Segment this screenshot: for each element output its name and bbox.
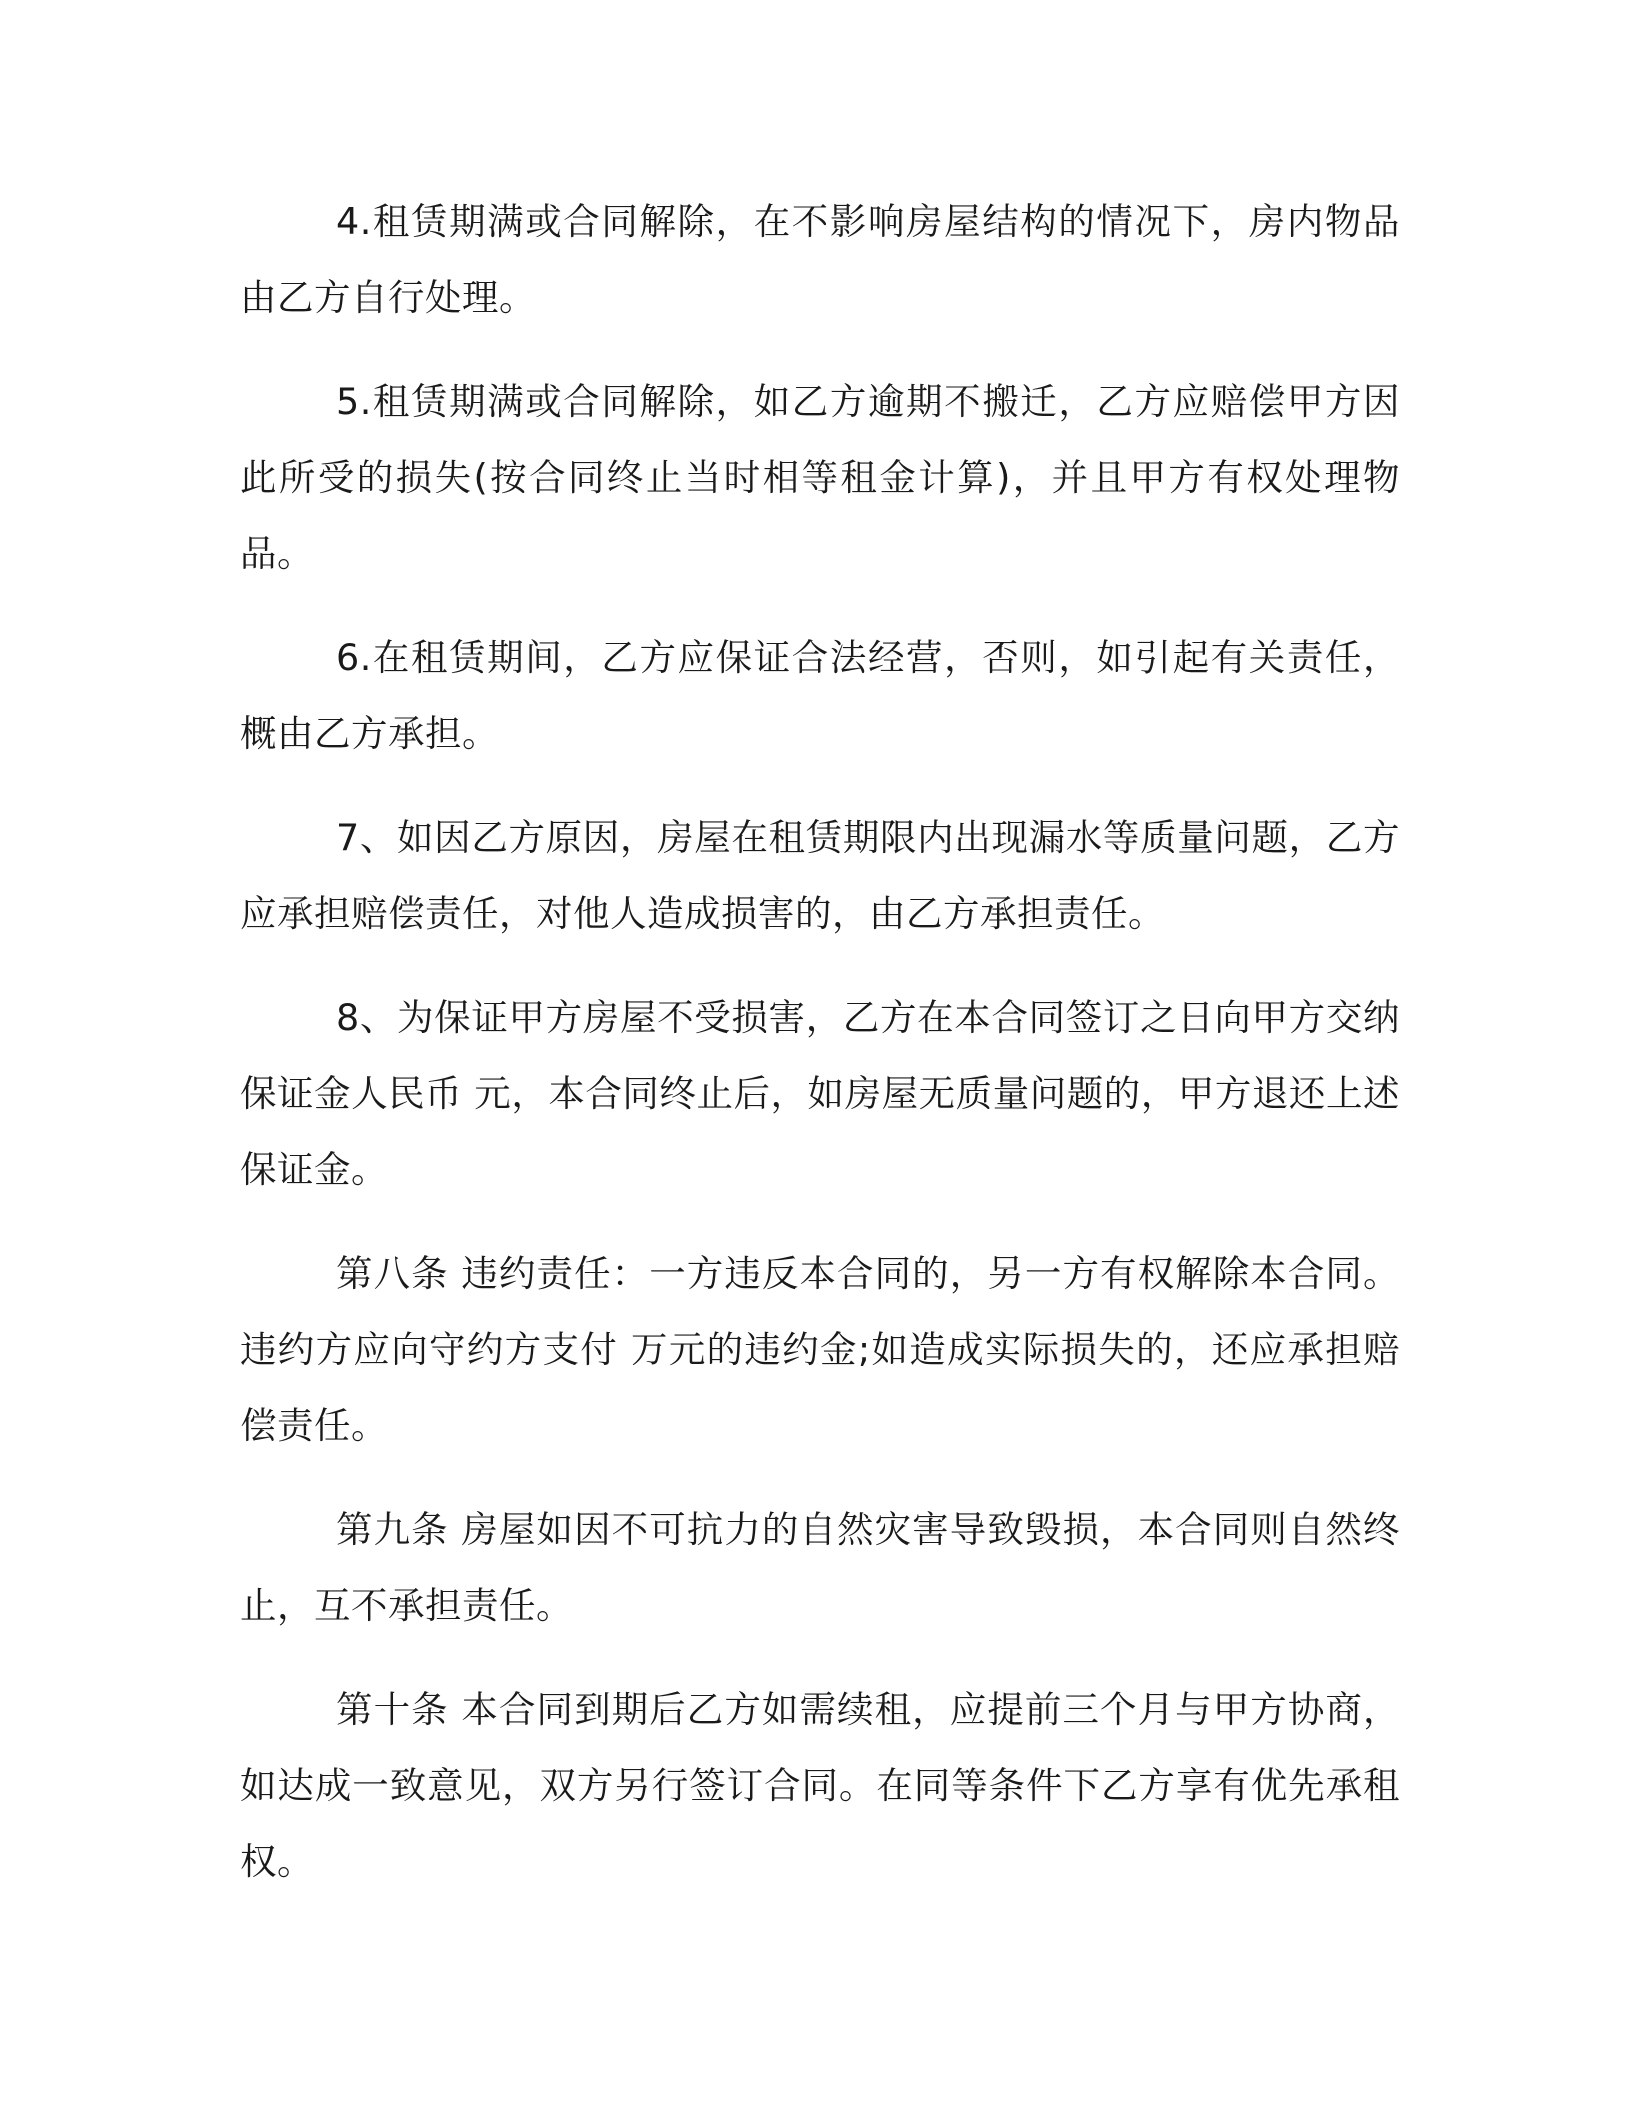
article-9-force-majeure: 第九条 房屋如因不可抗力的自然灾害导致毁损，本合同则自然终止，互不承担责任。 <box>240 1508 1400 1627</box>
clause-4-paragraph: 4.租赁期满或合同解除，在不影响房屋结构的情况下，房内物品由乙方自行处理。 <box>240 200 1400 319</box>
clause-6-paragraph: 6.在租赁期间，乙方应保证合法经营，否则，如引起有关责任，概由乙方承担。 <box>240 636 1400 755</box>
clause-7-paragraph: 7、如因乙方原因，房屋在租赁期限内出现漏水等质量问题，乙方应承担赔偿责任，对他人造成损害的，由乙方承担责任。 <box>240 816 1400 935</box>
clause-5-paragraph: 5.租赁期满或合同解除，如乙方逾期不搬迁，乙方应赔偿甲方因此所受的损失(按合同终止当时相等租金计算)，并且甲方有权处理物品。 <box>240 380 1400 575</box>
article-10-renewal: 第十条 本合同到期后乙方如需续租，应提前三个月与甲方协商，如达成一致意见，双方另行签订合同。在同等条件下乙方享有优先承租权。 <box>240 1688 1400 1883</box>
article-8-breach-liability: 第八条 违约责任：一方违反本合同的，另一方有权解除本合同。违约方应向守约方支付 万元的违约金;如造成实际损失的，还应承担赔偿责任。 <box>240 1252 1400 1447</box>
clause-8-paragraph: 8、为保证甲方房屋不受损害，乙方在本合同签订之日向甲方交纳保证金人民币 元，本合同终止后，如房屋无质量问题的，甲方退还上述保证金。 <box>240 996 1400 1191</box>
document-body <box>240 184 1400 1928</box>
